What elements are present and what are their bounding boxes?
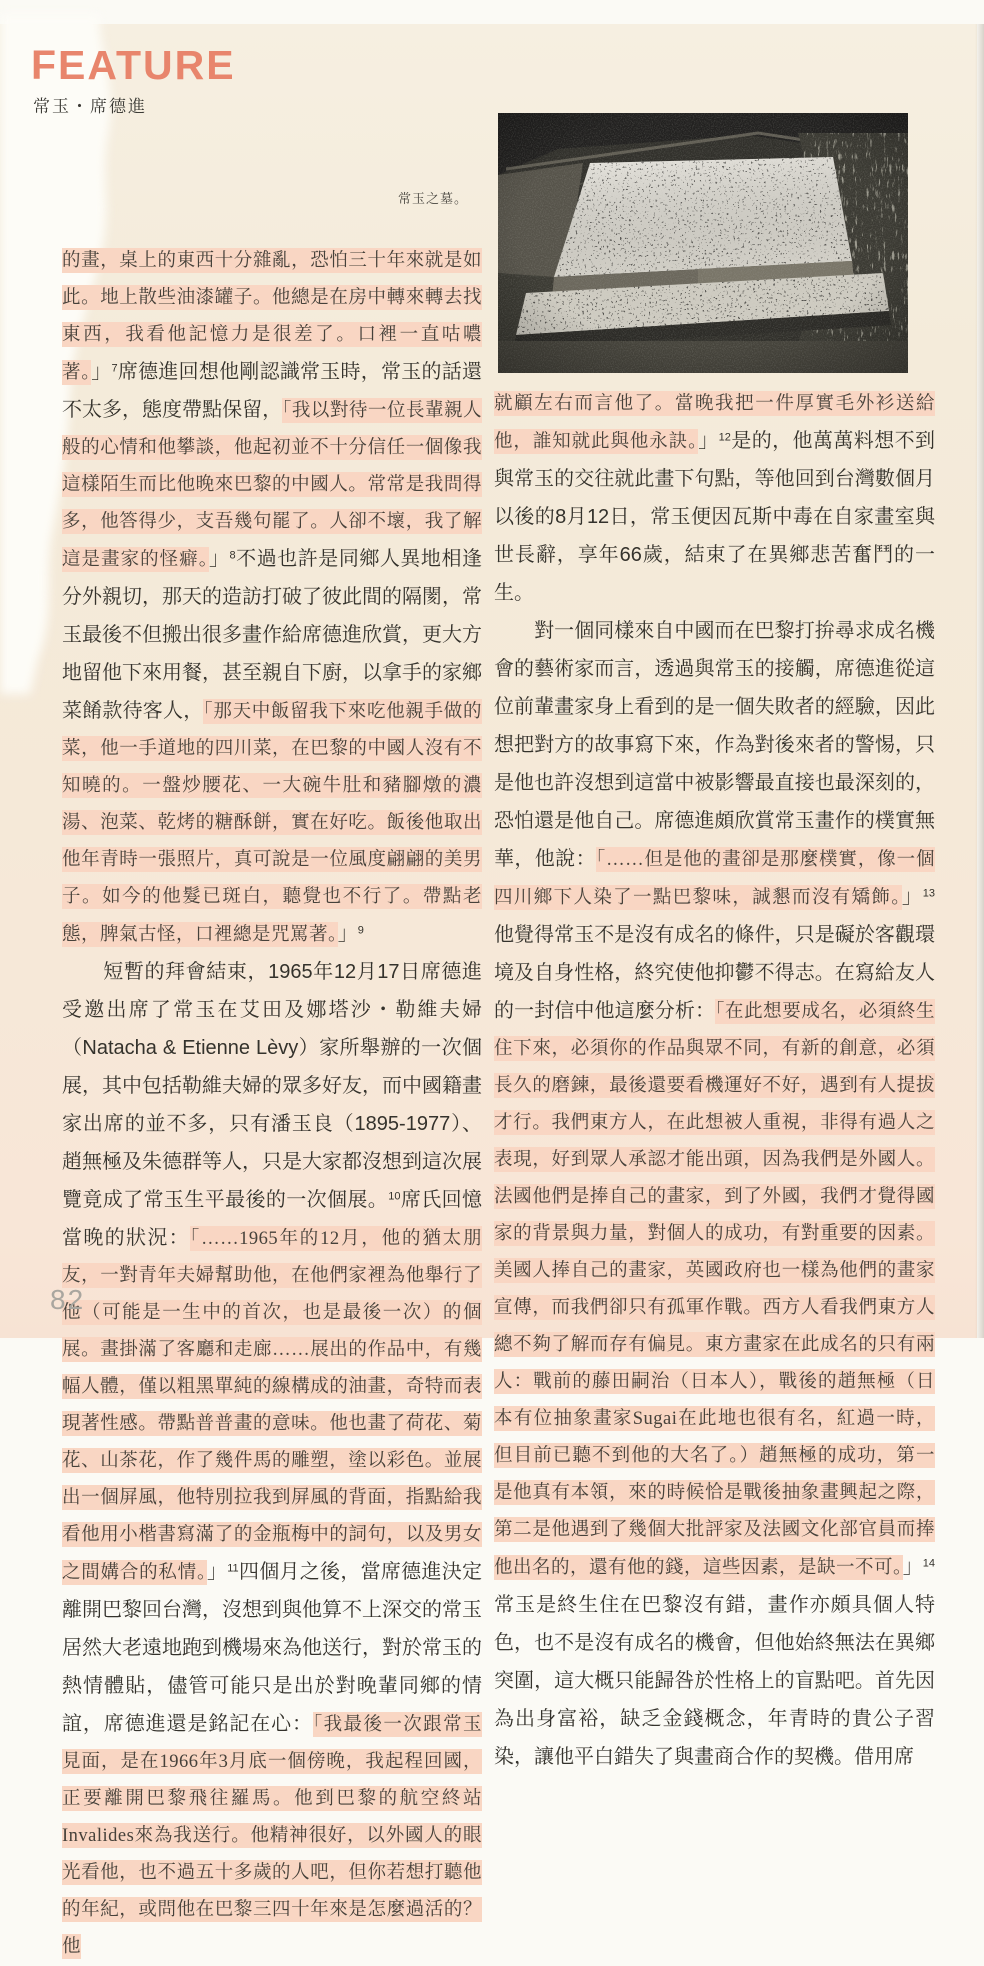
body-text: 」 [698,430,719,452]
body-text: 四個月之後，當席德進決定離開巴黎回台灣，沒想到與他算不上深交的常玉居然大老遠地跑到機場來為他送行，對於常玉的熱情體貼，儘管可能只是出於對晚輩同鄉的情誼，席德進還是銘記在心： [62,1561,482,1735]
body-text: 對一個同樣來自中國而在巴黎打拚尋求成名機會的藝術家而言，透過與常玉的接觸，席德進從這位前輩畫家身上看到的是一個失敗者的經驗，因此想把對方的故事寫下來，作為對後來者的警惕，只是他也許沒想到這當中被影響最直接也最深刻的，恐怕還是他自己。席德進頗欣賞常玉畫作的樸實無華，他說： [494,620,935,870]
footnote-marker: 12 [718,431,731,444]
body-text: 是的，他萬萬料想不到與常玉的交往就此畫下句點，等他回到台灣數個月以後的8月12日，常玉便因瓦斯中毒在自家畫室與世長辭，享年66歲，結束了在異鄉悲苦奮鬥的一生。 [494,430,936,604]
body-text: 」 [901,886,923,908]
body-text: 他覺得常玉不是沒有成名的條件，只是礙於客觀環境及自身性格，終究使他抑鬱不得志。在寫給友人的一封信中他這麼分析： [494,924,935,1022]
body-text: 」 [337,923,358,945]
footnote-marker: 14 [922,1557,936,1570]
footnote-marker: 10 [388,1190,401,1203]
body-text: 」 [902,1556,923,1578]
quoted-passage: 「……1965年的12月，他的猶太朋友，一對青年夫婦幫助他，在他們家裡為他舉行了他（可能是一生中的首次，也是最後一次）的個展。畫掛滿了客廳和走廊……展出的作品中，有幾幅人體，僅以粗黑單純的線構成的油畫，奇特而表現著性感。帶點普普畫的意味。他也畫了荷花、菊花、山茶花，作了幾件馬的雕塑，塗以彩色。並展出一個屏風，他特別拉我到屏風的背面，指點給我看他用小楷書寫滿了的金瓶梅中的詞句，以及男女之間媾合的私情。 [62,1226,482,1585]
body-text: 」 [206,1561,228,1583]
footnote-marker: 7 [111,362,118,375]
article-column-left [62,243,482,1966]
footnote-marker: 9 [357,924,364,937]
feature-heading: FEATURE [31,42,236,88]
article-subtitle: 常玉・席德進 [33,97,147,116]
body-text: 不過也許是同鄉人異地相逢分外親切，那天的造訪打破了彼此間的隔閡，常玉最後不但搬出很多畫作給席德進欣賞，更大方地留他下來用餐，甚至親自下廚，以拿手的家鄉菜餚款待客人， [62,548,482,722]
body-text: 」 [91,361,112,383]
quoted-passage: 就顧左右而言他了。當晚我把一件厚實毛外衫送給他，誰知就此與他永訣。 [494,391,935,454]
quoted-passage: 「我最後一次跟常玉見面，是在1966年3月底一個傍晚，我起程回國，正要離開巴黎飛往羅馬。他到巴黎的航空終站Invalides來為我送行。他精神很好，以外國人的眼光看他，也不過五十多歲的人吧，但你若想打聽他的年紀，或問他在巴黎三四十年來是怎麼過活的？他 [62,1712,482,1959]
photo-grave [498,113,908,373]
footnote-marker: 11 [227,1562,239,1575]
footnote-marker: 8 [229,549,236,562]
quoted-passage: 的畫，桌上的東西十分雜亂，恐怕三十年來就是如此。地上散些油漆罐子。他總是在房中轉來轉去找東西，我看他記憶力是很差了。口裡一直咕噥著。 [62,248,482,385]
page-right-edge-shadow [975,24,984,1338]
article-column-right [494,386,935,1777]
photo-caption: 常玉之墓。 [397,191,468,206]
body-text: 席德進回想他剛認識常玉時，常玉的話還不太多，態度帶點保留， [62,361,483,421]
body-text: 短暫的拜會結束，1965年12月17日席德進受邀出席了常玉在艾田及娜塔沙・勒維夫婦（Natacha & Etienne Lèvy）家所舉辦的一次個展，其中包括勒維夫婦的眾多好友，而中國籍畫家出席的並不多，只有潘玉良（1895-1977）、趙無極及朱德群等人，只是大家都沒想到這次展覽竟成了常玉生平最後的一次個展。 [62,961,482,1211]
body-text: 席氏回憶當晚的狀況： [62,1189,483,1249]
quoted-passage: 「那天中飯留我下來吃他親手做的菜，他一手道地的四川菜，在巴黎的中國人沒有不知曉的。一盤炒腰花、一大碗牛肚和豬腳燉的濃湯、泡菜、乾烤的糖酥餅，實在好吃。飯後他取出他年青時一張照片，真可說是一位風度翩翩的美男子。如今的他髮已斑白，聽覺也不行了。帶點老態，脾氣古怪，口裡總是咒罵著。 [62,699,482,947]
quoted-passage: 「……但是他的畫卻是那麼樸實，像一個四川鄉下人染了一點巴黎味，誠懇而沒有矯飾。 [494,847,935,910]
footnote-marker: 13 [922,887,935,900]
body-text: 」 [208,548,230,570]
quoted-passage: 「我以對待一位長輩親人般的心情和他攀談，他起初並不十分信任一個像我這樣陌生而比他晚來巴黎的中國人。常常是我問得多，他答得少，支吾幾句罷了。人卻不壞，我了解這是畫家的怪癖。 [62,398,482,572]
body-text: 常玉是終生住在巴黎沒有錯，畫作亦頗具個人特色，也不是沒有成名的機會，但他始終無法在異鄉突圍，這大概只能歸咎於性格上的盲點吧。首先因為出身富裕，缺乏金錢概念，年青時的貴公子習染，讓他平白錯失了與畫商合作的契機。借用席 [494,1594,935,1768]
quoted-passage: 「在此想要成名，必須終生住下來，必須你的作品與眾不同，有新的創意，必須長久的磨鍊，最後還要看機運好不好，遇到有人提拔才行。我們東方人，在此想被人重視，非得有過人之表現，好到眾人承認才能出頭，因為我們是外國人。法國他們是捧自己的畫家，到了外國，我們才覺得國家的背景與力量，對個人的成功，有對重要的因素。美國人捧自己的畫家，英國政府也一樣為他們的畫家宣傳，而我們卻只有孤軍作戰。西方人看我們東方人總不夠了解而存有偏見。東方畫家在此成名的只有兩人：戰前的藤田嗣治（日本人），戰後的趙無極（日本有位抽象畫家Sugai在此地也很有名，紅過一時，但目前已聽不到他的大名了。）趙無極的成功，第一是他真有本領，來的時候恰是戰後抽象畫興起之際，第二是他遇到了幾個大批評家及法國文化部官員而捧他出名的，還有他的錢，這些因素，是缺一不可。 [494,999,935,1580]
page-number: 82 [50,1284,86,1315]
